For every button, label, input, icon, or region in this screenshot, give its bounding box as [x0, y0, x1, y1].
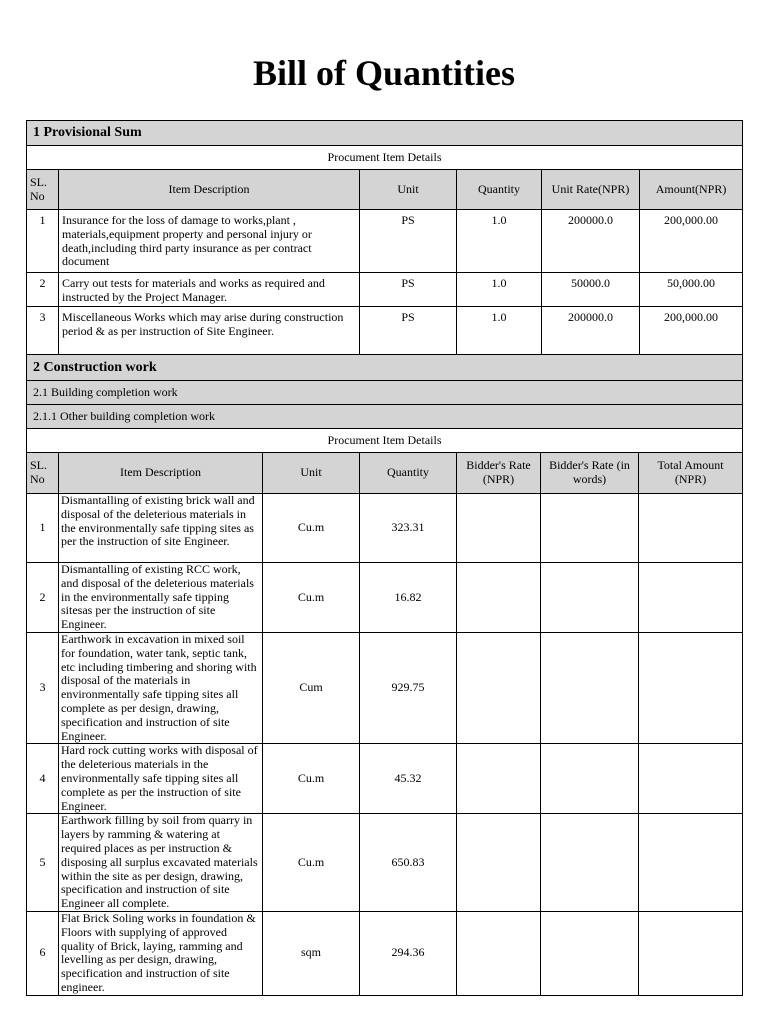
bidders-rate-words-cell[interactable] — [541, 911, 639, 995]
page-title: Bill of Quantities — [252, 53, 516, 93]
row-quantity: 929.75 — [360, 632, 457, 743]
row-quantity: 45.32 — [360, 744, 457, 814]
col-header-unit: Unit — [360, 170, 457, 210]
col-header-total-amount: Total Amount (NPR) — [639, 453, 743, 494]
table-row — [27, 494, 743, 563]
row-quantity: 294.36 — [360, 911, 457, 995]
col-header-sl: SL. No — [27, 170, 59, 210]
row-description: Dismantalling of existing brick wall and disposal of the deleterious materials in the environmentally safe tipping sites as per the instruction of site Engineer. — [59, 494, 263, 563]
row-unit: PS — [360, 307, 457, 355]
bidders-rate-cell[interactable] — [457, 632, 541, 743]
bidders-rate-words-cell[interactable] — [541, 494, 639, 563]
row-unit: Cum — [263, 632, 360, 743]
row-unit-rate: 50000.0 — [542, 273, 640, 307]
row-amount: 50,000.00 — [640, 273, 743, 307]
row-unit: Cu.m — [263, 814, 360, 912]
table-row — [27, 307, 743, 355]
row-quantity: 1.0 — [457, 210, 542, 273]
construction-work-table — [26, 354, 743, 996]
row-sl: 2 — [27, 563, 59, 633]
section-heading: 1 Provisional Sum — [27, 121, 743, 146]
subsection-heading: 2.1 Building completion work — [27, 381, 743, 405]
row-amount: 200,000.00 — [640, 210, 743, 273]
bidders-rate-cell[interactable] — [457, 744, 541, 814]
section-heading: 2 Construction work — [27, 355, 743, 381]
row-unit: PS — [360, 210, 457, 273]
row-description: Earthwork in excavation in mixed soil for foundation, water tank, septic tank, etc including timbering and shoring with disposal of the materials in environmentally safe tipping sites all complete as per design, drawing, specification and instruction of site Engineer. — [59, 632, 263, 743]
table-row — [27, 632, 743, 743]
table-row — [27, 744, 743, 814]
row-unit-rate: 200000.0 — [542, 210, 640, 273]
col-header-amount: Amount(NPR) — [640, 170, 743, 210]
row-quantity: 323.31 — [360, 494, 457, 563]
row-sl: 4 — [27, 744, 59, 814]
row-description: Flat Brick Soling works in foundation & Floors with supplying of approved quality of Brick, laying, ramming and levelling as per design, drawing, specification and instruction of site engineer. — [59, 911, 263, 995]
col-header-quantity: Quantity — [360, 453, 457, 494]
bidders-rate-words-cell[interactable] — [541, 632, 639, 743]
col-header-bidders-rate: Bidder's Rate (NPR) — [457, 453, 541, 494]
row-unit: Cu.m — [263, 744, 360, 814]
bidders-rate-words-cell[interactable] — [541, 563, 639, 633]
row-unit: Cu.m — [263, 563, 360, 633]
procurement-label: Procument Item Details — [27, 146, 743, 170]
row-unit: sqm — [263, 911, 360, 995]
row-description: Carry out tests for materials and works as required and instructed by the Project Manager. — [59, 273, 360, 307]
bidders-rate-words-cell[interactable] — [541, 814, 639, 912]
col-header-quantity: Quantity — [457, 170, 542, 210]
total-amount-cell[interactable] — [639, 563, 743, 633]
row-unit-rate: 200000.0 — [542, 307, 640, 355]
row-description: Hard rock cutting works with disposal of the deleterious materials in the environmentally safe tipping sites all complete as per the instruction of site Engineer. — [59, 744, 263, 814]
total-amount-cell[interactable] — [639, 911, 743, 995]
row-quantity: 16.82 — [360, 563, 457, 633]
row-description: Insurance for the loss of damage to works,plant , materials,equipment property and personal injury or death,including third party insurance as per contract document — [59, 210, 360, 273]
col-header-description: Item Description — [59, 453, 263, 494]
row-description: Dismantalling of existing RCC work, and disposal of the deleterious materials in the environmentally safe tipping sitesas per the instruction of site Engineer. — [59, 563, 263, 633]
row-quantity: 650.83 — [360, 814, 457, 912]
bidders-rate-words-cell[interactable] — [541, 744, 639, 814]
row-description: Miscellaneous Works which may arise during construction period & as per instruction of Site Engineer. — [59, 307, 360, 355]
row-description: Earthwork filling by soil from quarry in layers by ramming & watering at required places as per instruction & disposing all surplus excavated materials within the site as per design, drawing, specification and instruction of site Engineer all complete. — [59, 814, 263, 912]
table-row — [27, 911, 743, 995]
row-amount: 200,000.00 — [640, 307, 743, 355]
bidders-rate-cell[interactable] — [457, 814, 541, 912]
col-header-sl: SL. No — [27, 453, 59, 494]
total-amount-cell[interactable] — [639, 814, 743, 912]
col-header-bidders-rate-words: Bidder's Rate (in words) — [541, 453, 639, 494]
total-amount-cell[interactable] — [639, 744, 743, 814]
row-sl: 6 — [27, 911, 59, 995]
col-header-unit: Unit — [263, 453, 360, 494]
bidders-rate-cell[interactable] — [457, 911, 541, 995]
total-amount-cell[interactable] — [639, 494, 743, 563]
row-quantity: 1.0 — [457, 307, 542, 355]
total-amount-cell[interactable] — [639, 632, 743, 743]
provisional-sum-table — [26, 120, 743, 355]
row-unit: PS — [360, 273, 457, 307]
row-sl: 1 — [27, 494, 59, 563]
row-sl: 3 — [27, 307, 59, 355]
row-sl: 5 — [27, 814, 59, 912]
row-sl: 3 — [27, 632, 59, 743]
row-quantity: 1.0 — [457, 273, 542, 307]
row-sl: 2 — [27, 273, 59, 307]
bidders-rate-cell[interactable] — [457, 563, 541, 633]
table-row — [27, 563, 743, 633]
col-header-unit-rate: Unit Rate(NPR) — [542, 170, 640, 210]
table-row — [27, 210, 743, 273]
procurement-label: Procument Item Details — [27, 429, 743, 453]
table-row — [27, 273, 743, 307]
col-header-description: Item Description — [59, 170, 360, 210]
row-sl: 1 — [27, 210, 59, 273]
table-row — [27, 814, 743, 912]
bidders-rate-cell[interactable] — [457, 494, 541, 563]
subsubsection-heading: 2.1.1 Other building completion work — [27, 405, 743, 429]
row-unit: Cu.m — [263, 494, 360, 563]
